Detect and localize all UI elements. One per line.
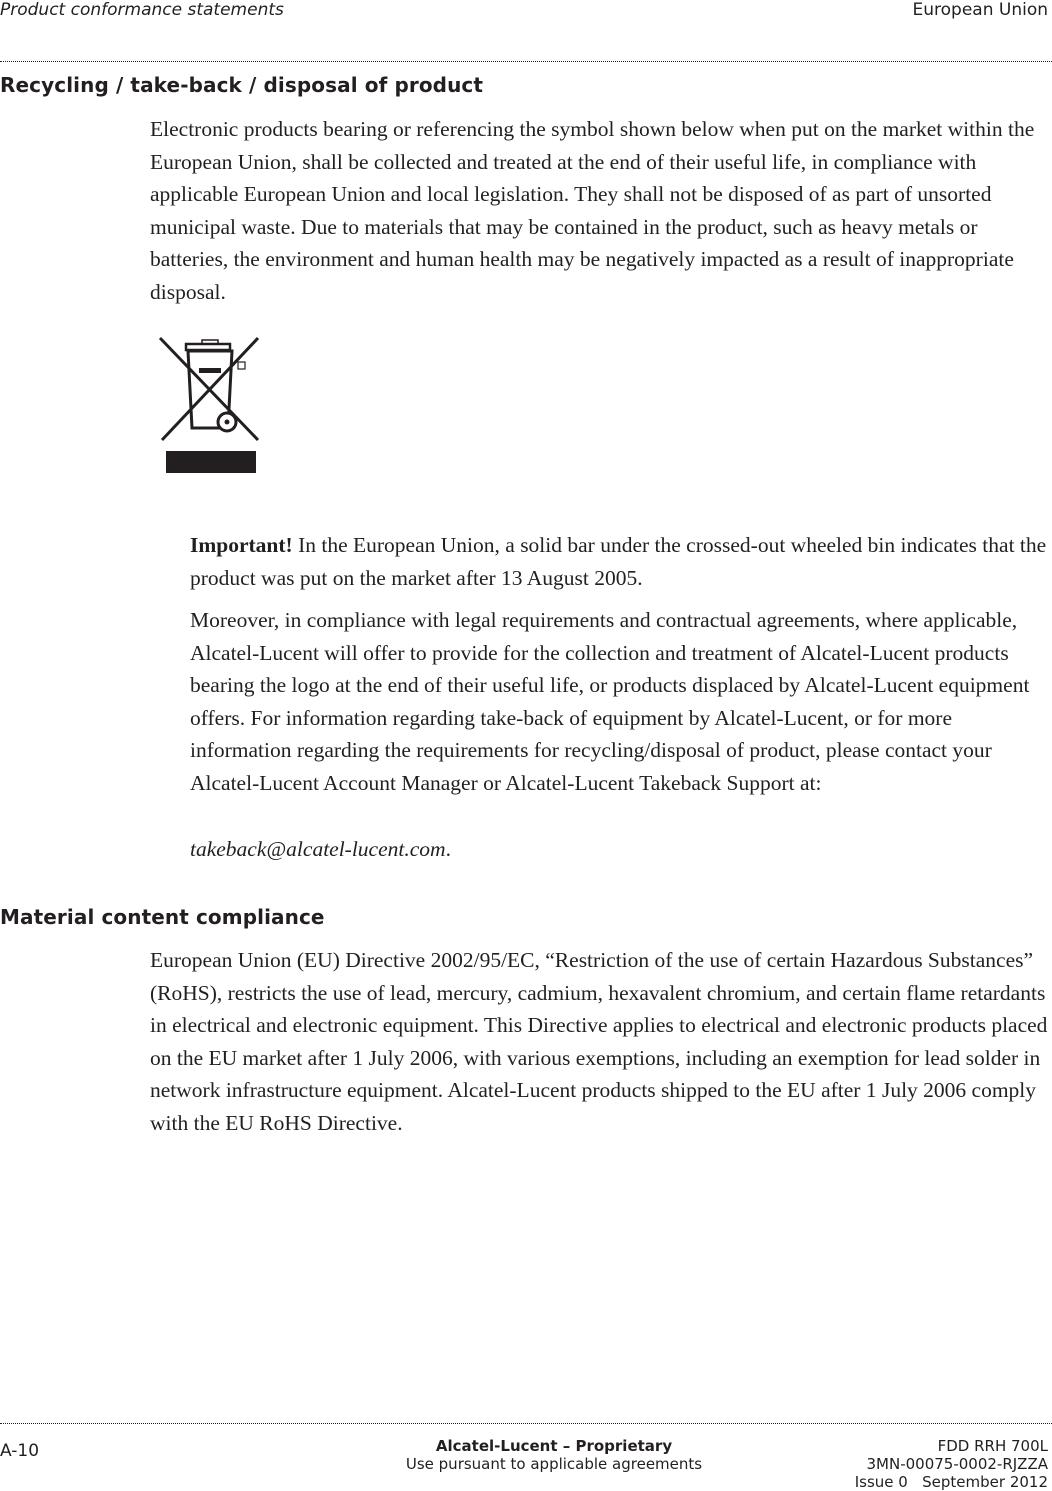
email-period: . <box>445 837 451 861</box>
crossed-out-wheeled-bin-icon <box>150 330 270 480</box>
footer-proprietary <box>384 1437 724 1473</box>
footer-proprietary-note: Use pursuant to applicable agreements <box>405 1455 703 1473</box>
header-divider <box>0 61 1052 62</box>
important-label: Important! <box>190 533 293 557</box>
footer-issue-date: Issue 0 September 2012 <box>854 1473 1048 1491</box>
recycling-intro-paragraph: Electronic products bearing or referencing the symbol shown below when put on the market within the European Union, shall be collected and treated at the end of their useful life, in compliance with applicable European Union and local legislation. They shall not be disposed of as part of unsorted municipal waste. Due to materials that may be contained in the product, such as heavy metals or batteries, the environment and human health may be negatively impacted as a result of inappropriate disposal. <box>150 117 1035 304</box>
footer-proprietary-title: Alcatel-Lucent – Proprietary <box>435 1437 673 1455</box>
important-text: In the European Union, a solid bar under the crossed-out wheeled bin indicates that the product was put on the market after 13 August 2005. <box>190 533 1047 590</box>
takeback-email-link[interactable]: takeback@alcatel-lucent.com <box>190 837 446 861</box>
running-header-right: European Union <box>912 0 1048 20</box>
email-line <box>190 833 1052 866</box>
footer-divider <box>0 1423 1052 1424</box>
footer-product-name: FDD RRH 700L <box>937 1437 1048 1455</box>
section-title-recycling: Recycling / take-back / disposal of product <box>0 73 484 97</box>
footer-document-info <box>855 1437 1048 1491</box>
important-note <box>190 529 1052 594</box>
running-header-left: Product conformance statements <box>0 0 284 20</box>
section-title-material: Material content compliance <box>0 905 325 929</box>
page-number: A-10 <box>0 1441 40 1461</box>
material-paragraph: European Union (EU) Directive 2002/95/EC, “Restriction of the use of certain Hazardous Substances” (RoHS), restricts the use of lead, mercury, cadmium, hexavalent chromium, and certain flame retardants in electrical and electronic equipment. This Directive applies to electrical and electronic products placed on the EU market after 1 July 2006, with various exemptions, including an exemption for lead solder in network infrastructure equipment. Alcatel-Lucent products shipped to the EU after 1 July 2006 comply with the EU RoHS Directive. <box>150 948 1048 1135</box>
moreover-paragraph: Moreover, in compliance with legal requirements and contractual agreements, where applicable, Alcatel-Lucent will offer to provide for the collection and treatment of Alcatel-Lucent products bearing the logo at the end of their useful life, or products displaced by Alcatel-Lucent equipment offers. For information regarding take-back of equipment by Alcatel-Lucent, or for more information regarding the requirements for recycling/disposal of product, please contact your Alcatel-Lucent Account Manager or Alcatel-Lucent Takeback Support at: <box>190 608 1030 795</box>
footer-document-code: 3MN-00075-0002-RJZZA <box>866 1455 1048 1473</box>
